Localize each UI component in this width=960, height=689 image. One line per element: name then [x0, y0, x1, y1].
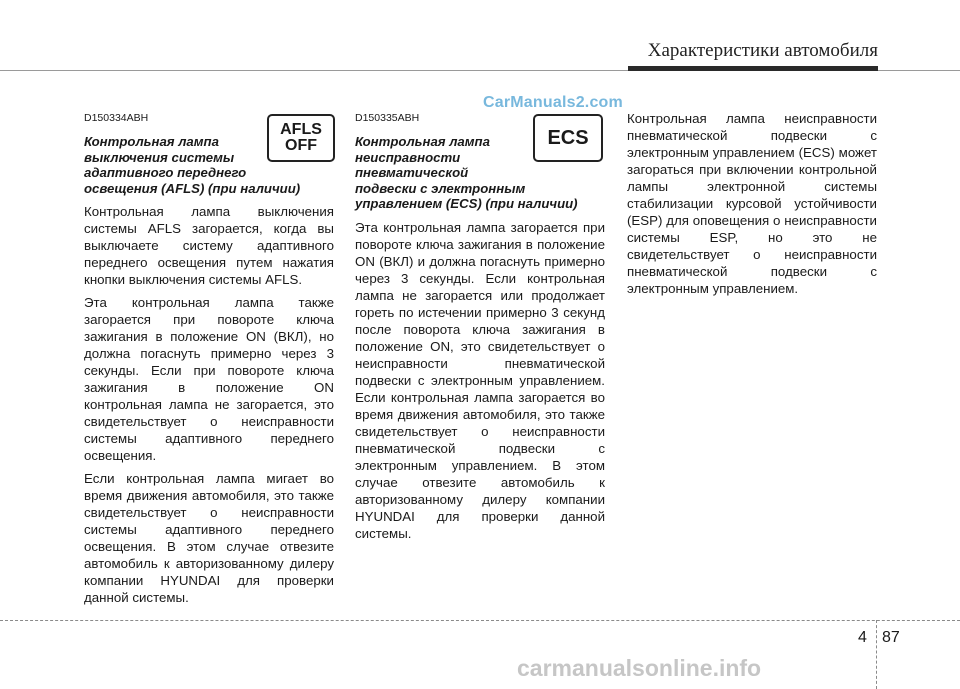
header-accent-bar [628, 66, 878, 71]
page-number: 87 [882, 629, 900, 646]
afls-off-indicator-icon: AFLS OFF [267, 114, 335, 162]
paragraph: Эта контрольная лампа также загорается при повороте ключа зажигания в положение ON (ВКЛ), но должна погаснуть примерно через 3 секунды. Если при повороте ключа зажигания в положение ON контрольная лампа не загорается, это свидетельствует о неисправности системы адаптивного переднего освещения. [84, 295, 334, 463]
footer-separator [876, 620, 877, 689]
paragraph: Если контрольная лампа мигает во время движения автомобиля, это также свидетельствует о неисправности системы адаптивного переднего освещения. В этом случае отвезите автомобиль к авторизованному дилеру компании HYUNDAI для проверки данной системы. [84, 471, 334, 605]
paragraph: Контрольная лампа выключения системы AFLS загорается, когда вы выключаете систему адаптивного переднего освещения путем нажатия кнопки выключения системы AFLS. [84, 204, 334, 287]
section-header-title: Характеристики автомобиля [647, 40, 878, 61]
section-title-ecs: Контрольная лампа неисправности пневматической подвески с электронным управлением (ECS) (при наличии) [355, 134, 578, 211]
section-code: D150335ABH [355, 112, 420, 124]
paragraph: Контрольная лампа неисправности пневматической подвески с электронным управлением (ECS) может загораться при включении контрольной лампы электронной системы стабилизации курсовой устойчивости (ESP) для оповещения о неисправности системы ESP, но это не свидетельствует о неисправности пневматической подвески с электронным управлением. [627, 111, 877, 296]
section-title-afls: Контрольная лампа выключения системы адаптивного переднего освещения (AFLS) (при наличии) [84, 134, 301, 196]
section-code: D150334ABH [84, 112, 149, 124]
column-ecs-continued [627, 110, 877, 303]
watermark-bottom-link[interactable]: carmanualsonline.info [517, 655, 762, 681]
ecs-indicator-icon: ECS [533, 114, 603, 162]
paragraph: Эта контрольная лампа загорается при повороте ключа зажигания в положение ON (ВКЛ) и должна погаснуть примерно через 3 секунды. Если контрольная лампа не загорается или продолжает гореть по истечении примерно 3 секунд после поворота ключа зажигания в положение ON, это свидетельствует о неисправности пневматической подвески с электронным управлением. Если контрольная лампа загорается во время движения автомобиля, это также свидетельствует о неисправности пневматической подвески с электронным управлением. В этом случае отвезите автомобиль к авторизованному дилеру компании HYUNDAI для проверки данной системы. [355, 219, 605, 541]
column-afls [84, 110, 334, 612]
chapter-number: 4 [858, 629, 867, 646]
footer-divider [0, 620, 960, 621]
watermark-top-link[interactable]: CarManuals2.com [483, 94, 623, 111]
column-ecs [355, 110, 605, 548]
